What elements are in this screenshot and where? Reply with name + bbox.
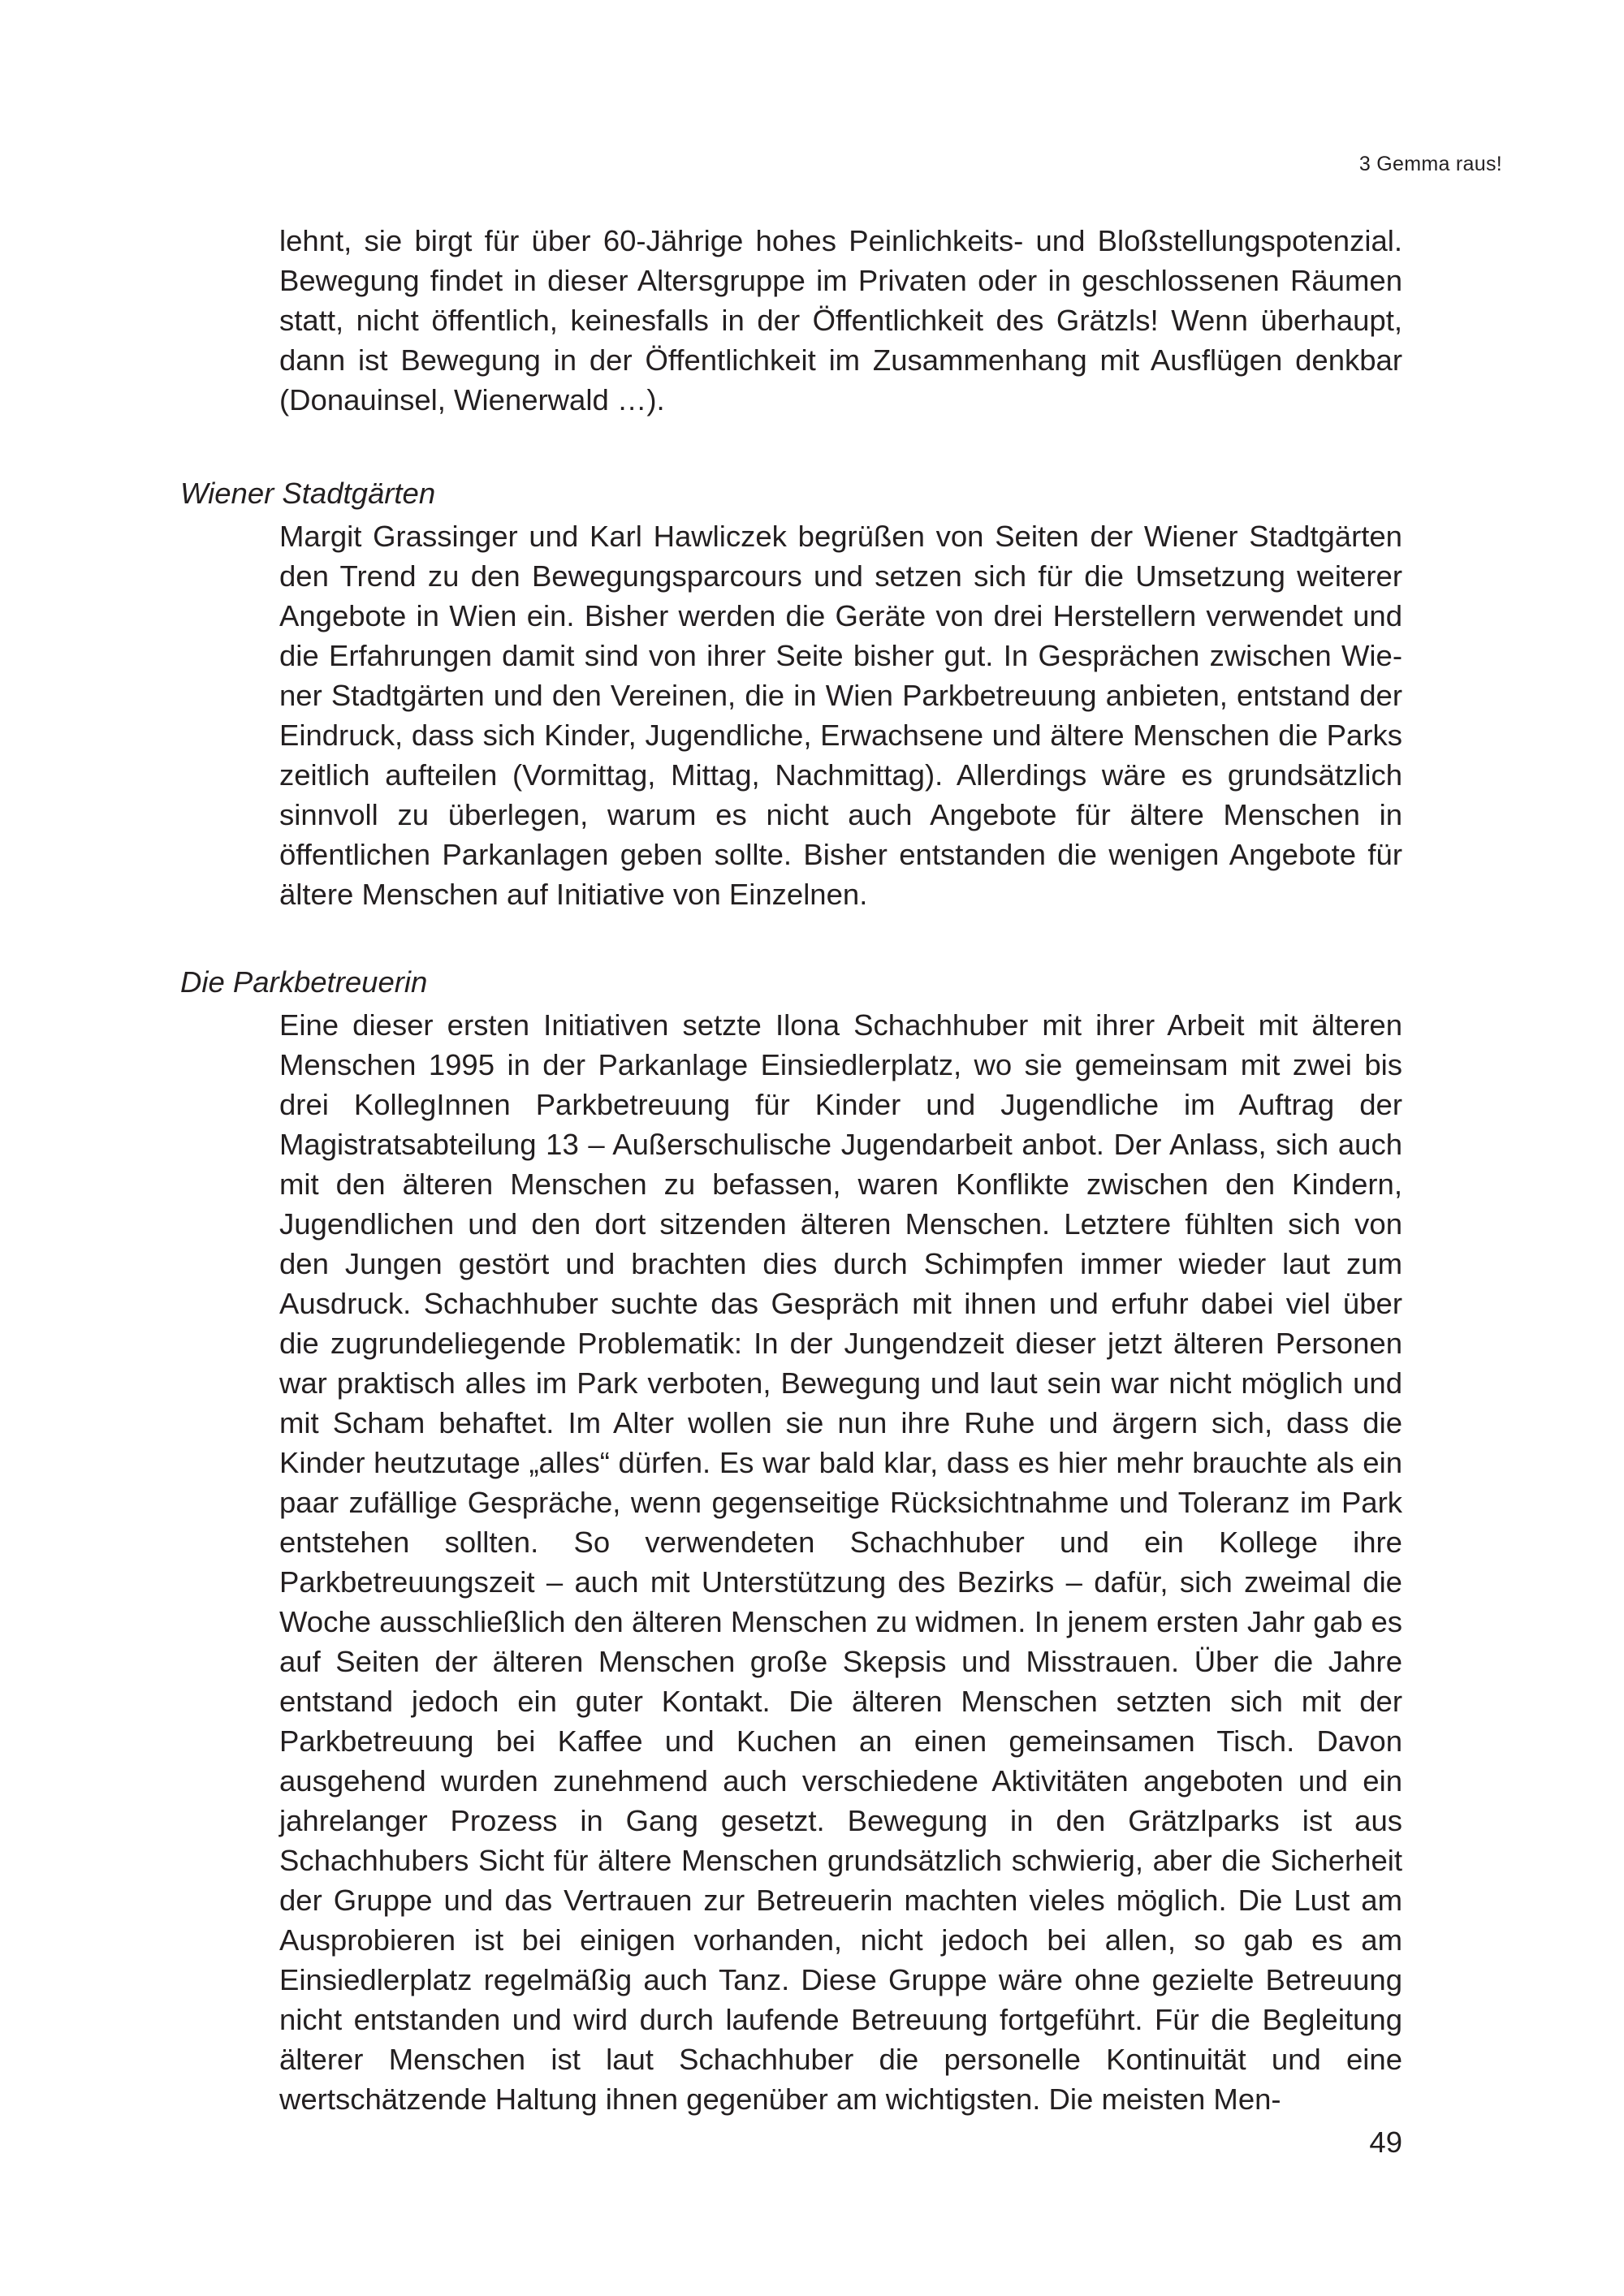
section-heading-wiener-stadtgaerten: Wiener Stadtgärten [180,477,436,510]
stadtgaerten-paragraph: Margit Grassinger und Karl Hawliczek begrüßen von Seiten der Wiener Stadtgärten den Trend zu den Bewegungsparcours und setzen sich für die Umsetzung weiterer Angebote in Wien ein. Bisher werden die Geräte von drei Herstellern verwendet und die Erfahrungen damit sind von ihrer Seite bisher gut. In Gesprächen zwischen Wiener Stadtgärten und den Vereinen, die in Wien Parkbetreuung anbieten, entstand der Eindruck, dass sich Kinder, Jugendliche, Erwachsene und ältere Menschen die Parks zeitlich aufteilen (Vormittag, Mittag, Nachmittag). Allerdings wäre es grundsätzlich sinnvoll zu überlegen, warum es nicht auch Angebote für ältere Menschen in öffentlichen Parkanlagen geben sollte. Bisher entstanden die wenigen Angebote für ältere Menschen auf Initiative von Einzelnen. [279,520,1402,911]
running-header: 3 Gemma raus! [1358,153,1502,175]
stadtgaerten-text-block [279,516,1402,914]
intro-text-block [279,221,1402,420]
parkbetreuerin-paragraph: Eine dieser ersten Initiativen setzte Ilona Schachhuber mit ihrer Arbeit mit älteren Menschen 1995 in der Parkanlage Einsiedlerplatz, wo sie gemeinsam mit zwei bis drei KollegInnen Parkbetreuung für Kinder und Jugendliche im Auftrag der Magistratsabteilung 13 – Außerschulische Jugendarbeit anbot. Der Anlass, sich auch mit den älteren Menschen zu befassen, waren Konflikte zwischen den Kindern, Jugendlichen und den dort sitzenden älteren Menschen. Letztere fühlten sich von den Jungen gestört und brachten dies durch Schimpfen immer wieder laut zum Ausdruck. Schachhuber suchte das Gespräch mit ihnen und erfuhr dabei viel über die zugrundeliegende Problematik: In der Jungendzeit dieser jetzt älteren Personen war praktisch alles im Park verboten, Bewegung und laut sein war nicht möglich und mit Scham behaftet. Im Alter wollen sie nun ihre Ruhe und ärgern sich, dass die Kinder heutzutage „alles“ dürfen. Es war bald klar, dass es hier mehr brauchte als ein paar zufällige Gespräche, wenn gegenseitige Rücksichtnahme und Toleranz im Park entstehen sollten. So verwendeten Schachhuber und ein Kollege ihre Parkbetreuungszeit – auch mit Unterstützung des Bezirks – dafür, sich zweimal die Woche ausschließlich den älteren Menschen zu widmen. In jenem ersten Jahr gab es auf Seiten der älteren Menschen große Skepsis und Misstrauen. Über die Jahre entstand jedoch ein guter Kontakt. Die älteren Menschen setzten sich mit der Parkbetreuung bei Kaffee und Kuchen an einen gemeinsamen Tisch. Davon ausgehend wurden zunehmend auch verschiedene Aktivitäten angeboten und ein jahrelanger Prozess in Gang gesetzt. Bewegung in den Grätzlparks ist aus Schachhubers Sicht für ältere Menschen grundsätzlich schwierig, aber die Sicherheit der Gruppe und das Vertrauen zur Betreuerin machten vieles möglich. Die Lust am Ausprobieren ist bei einigen vorhanden, nicht jedoch bei allen, so gab es am Einsiedlerplatz regelmäßig auch Tanz. Diese Gruppe wäre ohne gezielte Betreuung nicht entstanden und wird durch laufende Betreuung fortgeführt. Für die Begleitung älterer Menschen ist laut Schachhuber die personelle Kontinuität und eine wertschätzende Haltung ihnen gegenüber am wichtigsten. Die meisten Men- [279,1008,1402,2116]
page-number: 49 [1369,2126,1402,2159]
intro-paragraph: lehnt, sie birgt für über 60-Jährige hohes Peinlichkeits- und Bloßstellungspotenzial. Bewegung findet in dieser Altersgruppe im Privaten oder in geschlossenen Räumen statt, nicht öffentlich, keinesfalls in der Öffentlichkeit des Grätzls! Wenn überhaupt, dann ist Bewegung in der Öffentlichkeit im Zusammenhang mit Ausflügen denkbar (Donauinsel, Wienerwald …). [279,224,1402,416]
parkbetreuerin-text-block [279,1005,1402,2119]
section-heading-parkbetreuerin: Die Parkbetreuerin [180,965,428,999]
